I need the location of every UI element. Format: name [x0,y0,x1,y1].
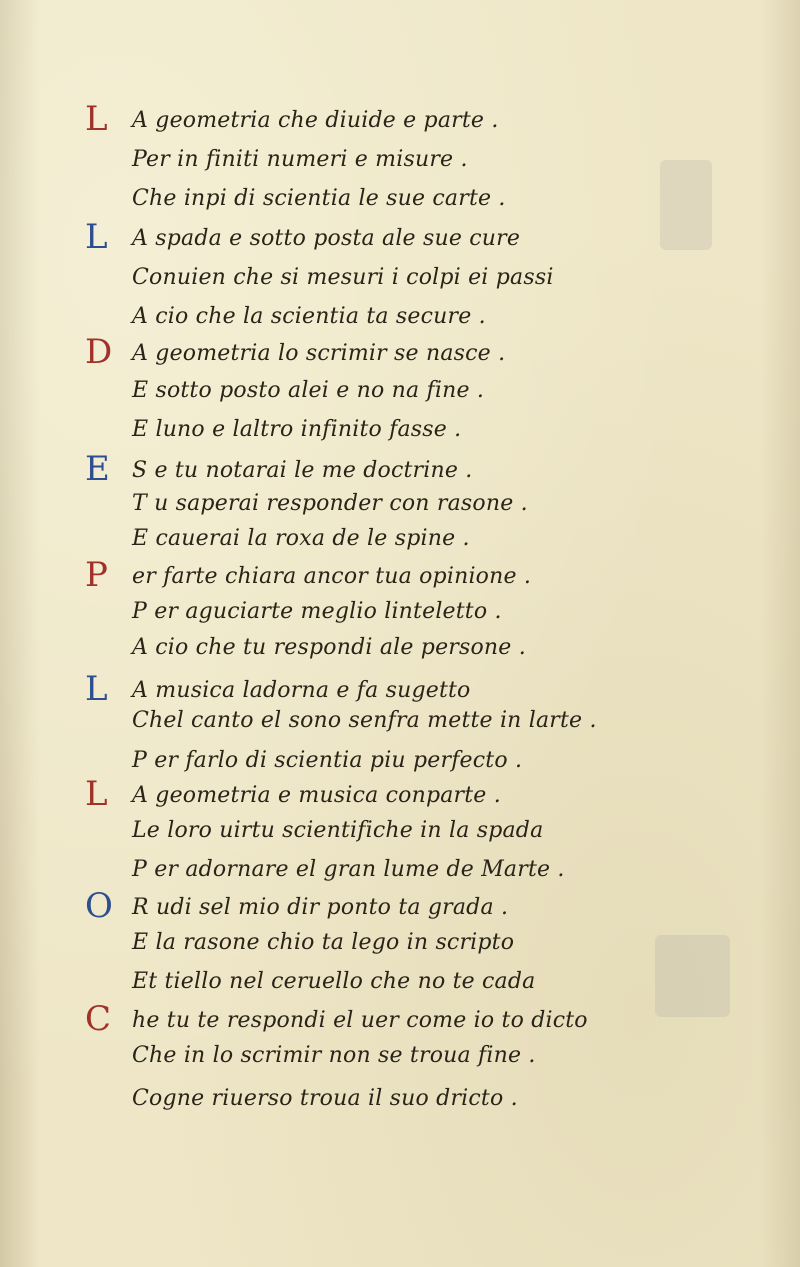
verse-line: Che inpi di scientia le sue carte . [132,186,506,211]
paper-stain [660,160,712,250]
verse-line: Le loro uirtu scientifiche in la spada [132,818,544,843]
verse-line: E cauerai la roxa de le spine . [132,526,470,551]
initial-letter: O [85,886,113,926]
verse-line: A musica ladorna e fa sugetto [132,678,471,703]
verse-line: he tu te respondi el uer come io to dicto [132,1008,588,1033]
verse-line: A geometria e musica conparte . [132,783,501,808]
initial-letter: L [85,669,108,709]
verse-line: E sotto posto alei e no na fine . [132,378,485,403]
verse-line: Cogne riuerso troua il suo dricto . [132,1086,518,1111]
initial-letter: E [85,449,110,489]
verse-line: A geometria lo scrimir se nasce . [132,341,506,366]
verse-line: P er adornare el gran lume de Marte . [132,857,565,882]
verse-line: E la rasone chio ta lego in scripto [132,930,515,955]
verse-line: Chel canto el sono senfra mette in larte . [132,708,597,733]
verse-line: A cio che tu respondi ale persone . [132,635,526,660]
verse-line: A cio che la scientia ta secure . [132,304,486,329]
verse-line: T u saperai responder con rasone . [132,491,528,516]
initial-letter: P [85,555,108,595]
verse-line: S e tu notarai le me doctrine . [132,458,473,483]
verse-line: Che in lo scrimir non se troua fine . [132,1043,536,1068]
paper-stain [655,935,730,1017]
initial-letter: L [85,217,108,257]
verse-line: P er aguciarte meglio linteletto . [132,599,502,624]
verse-line: Per in finiti numeri e misure . [132,147,468,172]
verse-line: Et tiello nel ceruello che no te cada [132,969,536,994]
initial-letter: C [85,999,112,1039]
verse-line: A spada e sotto posta ale sue cure [132,226,521,251]
verse-line: er farte chiara ancor tua opinione . [132,564,532,589]
verse-line: P er farlo di scientia piu perfecto . [132,748,523,773]
initial-letter: L [85,99,108,139]
verse-line: E luno e laltro infinito fasse . [132,417,462,442]
verse-line: A geometria che diuide e parte . [132,108,499,133]
verse-line: Conuien che si mesuri i colpi ei passi [132,265,554,290]
verse-line: R udi sel mio dir ponto ta grada . [132,895,509,920]
initial-letter: D [85,332,113,372]
initial-letter: L [85,774,108,814]
